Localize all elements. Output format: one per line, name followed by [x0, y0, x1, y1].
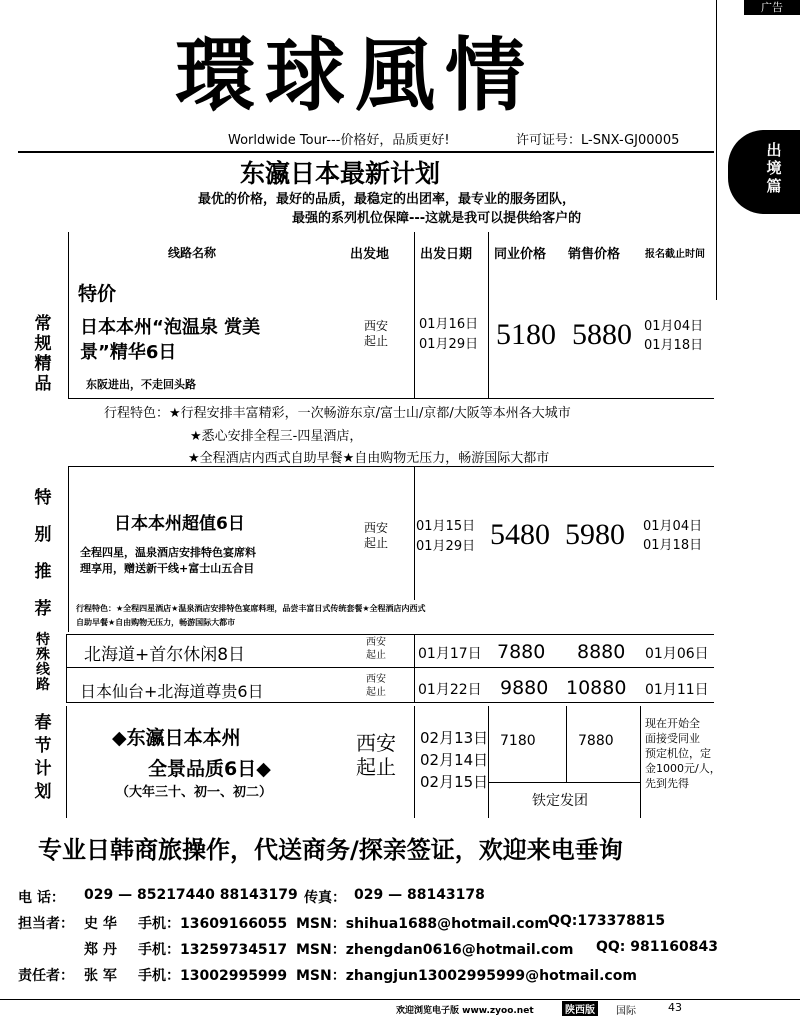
header-route: 线路名称	[168, 246, 217, 260]
outbound-section-tab[interactable]	[728, 130, 800, 214]
route-note: 理享用，赠送新干线+富士山五合目	[80, 562, 255, 575]
contact-mobile[interactable]: 手机：13002995999	[138, 968, 288, 984]
footer-website[interactable]: 欢迎浏览电子版 www.zyoo.net	[396, 1006, 534, 1016]
route-name[interactable]: 日本仙台+北海道尊贵6日	[80, 682, 264, 701]
sale-price: 5880	[572, 318, 632, 351]
itinerary-feature: 行程特色：★行程安排丰富精彩，一次畅游东京/富士山/京都/大阪等本州各大城市	[104, 406, 571, 421]
contact-mobile[interactable]: 手机：13609166055	[138, 916, 288, 932]
route-name[interactable]: 日本本州超值6日	[114, 514, 245, 534]
subtitle-line-1: 最优的价格，最好的品质，最稳定的出团率，最专业的服务团队，	[198, 192, 576, 207]
service-slogan: 专业日韩商旅操作，代送商务/探亲签证，欢迎来电垂询	[38, 836, 623, 864]
departure-dates: 01月15日 01月29日	[416, 519, 476, 554]
sale-price: 5980	[565, 518, 625, 551]
special-price-tag: 特价	[78, 283, 117, 305]
route-name[interactable]: 北海道+首尔休闲8日	[84, 645, 246, 665]
side-tab-char: 篇	[766, 177, 782, 195]
route-name[interactable]: 全景品质6日◆	[148, 758, 271, 780]
page-title: 东瀛日本最新计划	[240, 159, 441, 188]
section-spring: 春节计划	[34, 713, 52, 802]
header-date: 出发日期	[420, 247, 473, 262]
departure: 西安 起止	[366, 674, 386, 698]
departure-dates: 01月16日 01月29日	[419, 317, 479, 352]
signup-deadline: 01月04日 01月18日	[644, 319, 704, 353]
side-tab-char: 境	[766, 159, 782, 177]
route-note: 东阪进出，不走回头路	[86, 378, 196, 391]
contact-role: 担当者：	[18, 916, 74, 932]
route-name[interactable]: ◆东瀛日本本州	[112, 727, 241, 749]
sale-price: 8880	[577, 641, 626, 663]
signup-deadline: 01月04日 01月18日	[643, 519, 703, 553]
subtitle-line-2: 最强的系列机位保障---这就是我可以提供给客户的	[292, 211, 582, 226]
contact-role: 责任者：	[18, 968, 74, 984]
sale-price: 7880	[578, 733, 614, 749]
trade-price: 9880	[500, 677, 549, 699]
ad-tag: 广告	[744, 0, 800, 15]
trade-price: 5180	[496, 318, 556, 351]
phone-number[interactable]: 029 — 85217440 88143179	[84, 887, 298, 903]
itinerary-feature: ★全程酒店内西式自助早餐★自由购物无压力，畅游国际大都市	[188, 451, 550, 466]
fax-number[interactable]: 029 — 88143178	[354, 887, 485, 903]
itinerary-feature: 行程特色：★全程四星酒店★温泉酒店安排特色宴席料理，品尝丰富日式传统套餐★全程酒店内西式	[76, 604, 426, 613]
section-regular: 常规精品	[34, 314, 52, 394]
contact-name: 郑 丹	[84, 942, 117, 958]
contact-mobile[interactable]: 手机：13259734517	[138, 942, 288, 958]
contact-qq[interactable]: QQ:173378815	[548, 913, 666, 929]
departure-date: 01月17日	[418, 646, 482, 662]
route-note: 全程四星，温泉酒店安排特色宴席料	[80, 546, 256, 559]
edition-badge: 陕西版	[562, 1001, 598, 1016]
section-special: 特别推荐	[34, 488, 52, 619]
side-tab-char: 出	[766, 141, 782, 159]
contact-name: 史 华	[84, 916, 117, 932]
sale-price: 10880	[566, 677, 627, 699]
section-featured: 特殊线路	[36, 632, 50, 693]
route-name[interactable]: 日本本州“泡温泉 赏美	[80, 317, 261, 338]
license-number: 许可证号：L-SNX-GJ00005	[516, 133, 680, 148]
contact-msn[interactable]: MSN：zhengdan0616@hotmail.com	[296, 942, 574, 958]
brand-logo: 環球風情	[175, 28, 535, 122]
booking-notice: 现在开始全 面接受同业 预定机位，定 金1000元/人， 先到先得	[645, 717, 721, 790]
tagline: Worldwide Tour---价格好，品质更好!	[228, 133, 450, 148]
departure: 西安 起止	[356, 731, 396, 779]
header-sale-price: 销售价格	[568, 247, 621, 262]
departure: 西安 起止	[363, 319, 388, 348]
fax-label: 传真：	[304, 890, 346, 906]
signup-deadline: 01月11日	[645, 682, 709, 698]
trade-price: 5480	[490, 518, 550, 551]
itinerary-feature: ★悉心安排全程三-四星酒店，	[190, 429, 363, 444]
header-depart: 出发地	[350, 247, 390, 262]
phone-label: 电 话：	[18, 890, 65, 906]
departure: 西安 起止	[366, 637, 386, 661]
contact-msn[interactable]: MSN：zhangjun13002995999@hotmail.com	[296, 968, 637, 984]
departure-date: 01月22日	[418, 682, 482, 698]
itinerary-feature: 自助早餐★自由购物无压力，畅游国际大都市	[76, 618, 236, 627]
trade-price: 7880	[497, 641, 546, 663]
departure-dates: 02月13日 02月14日 02月15日	[420, 729, 489, 791]
header-trade-price: 同业价格	[494, 247, 547, 262]
contact-qq[interactable]: QQ: 981160843	[596, 939, 718, 955]
contact-msn[interactable]: MSN：shihua1688@hotmail.com	[296, 916, 549, 932]
route-name[interactable]: 景”精华6日	[80, 342, 177, 363]
footer-section: 国际	[616, 1006, 636, 1017]
trade-price: 7180	[500, 733, 536, 749]
departure: 西安 起止	[363, 521, 388, 550]
guaranteed-departure: 铁定发团	[532, 793, 588, 809]
route-note: （大年三十、初一、初二）	[116, 785, 273, 800]
page-number: 43	[668, 1001, 682, 1014]
header-deadline: 报名截止时间	[645, 249, 705, 260]
signup-deadline: 01月06日	[645, 646, 709, 662]
contact-name: 张 军	[84, 968, 117, 984]
